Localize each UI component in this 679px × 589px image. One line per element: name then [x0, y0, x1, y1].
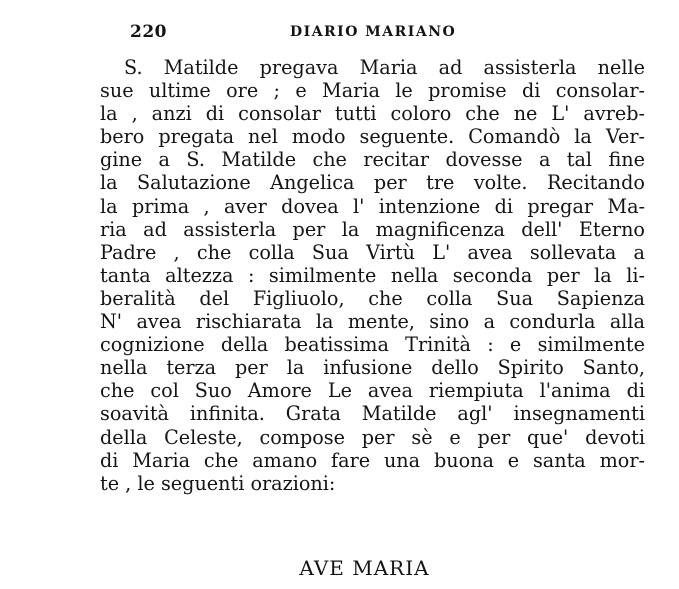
text-line: N' avea rischiarata la mente, sino a condurla alla: [100, 310, 645, 334]
text-line: soavità infinita. Grata Matilde agl' insegnamenti: [100, 402, 645, 426]
running-title: DIARIO MARIANO: [290, 24, 457, 40]
text-line: S. Matilde pregava Maria ad assisterla nelle: [124, 56, 645, 79]
text-line: della Celeste, compose per sè e per que' devoti: [100, 425, 645, 449]
text-line: la , anzi di consolar tutti coloro che ne L' avreb-: [100, 102, 645, 126]
section-heading: AVE MARIA: [299, 556, 430, 580]
text-line: che col Suo Amore Le avea riempiuta l'anima di: [100, 379, 645, 403]
page-number: 220: [130, 22, 167, 42]
text-line: bero pregata nel modo seguente. Comandò la Ver-: [100, 125, 645, 149]
body-paragraph: [100, 56, 645, 495]
text-line: sue ultime ore ; e Maria le promise di consolar-: [100, 79, 645, 103]
page-header: [130, 22, 640, 46]
text-line: te , le seguenti orazioni:: [100, 471, 336, 495]
text-line: la prima , aver dovea l' intenzione di pregar Ma-: [100, 194, 645, 218]
text-line: beralità del Figliuolo, che colla Sua Sapienza: [100, 286, 645, 310]
text-line: Padre , che colla Sua Virtù L' avea sollevata a: [100, 240, 645, 264]
text-line: cognizione della beatissima Trinità : e similmente: [100, 333, 645, 357]
text-line: tanta altezza : similmente nella seconda per la li-: [100, 263, 645, 287]
text-line: di Maria che amano fare una buona e santa mor-: [100, 448, 645, 472]
text-line: ria ad assisterla per la magnificenza dell' Eterno: [100, 217, 645, 241]
text-line: gine a S. Matilde che recitar dovesse a tal fine: [100, 148, 645, 172]
text-line: nella terza per la infusione dello Spirito Santo,: [100, 356, 645, 380]
text-line: la Salutazione Angelica per tre volte. Recitando: [100, 171, 645, 195]
